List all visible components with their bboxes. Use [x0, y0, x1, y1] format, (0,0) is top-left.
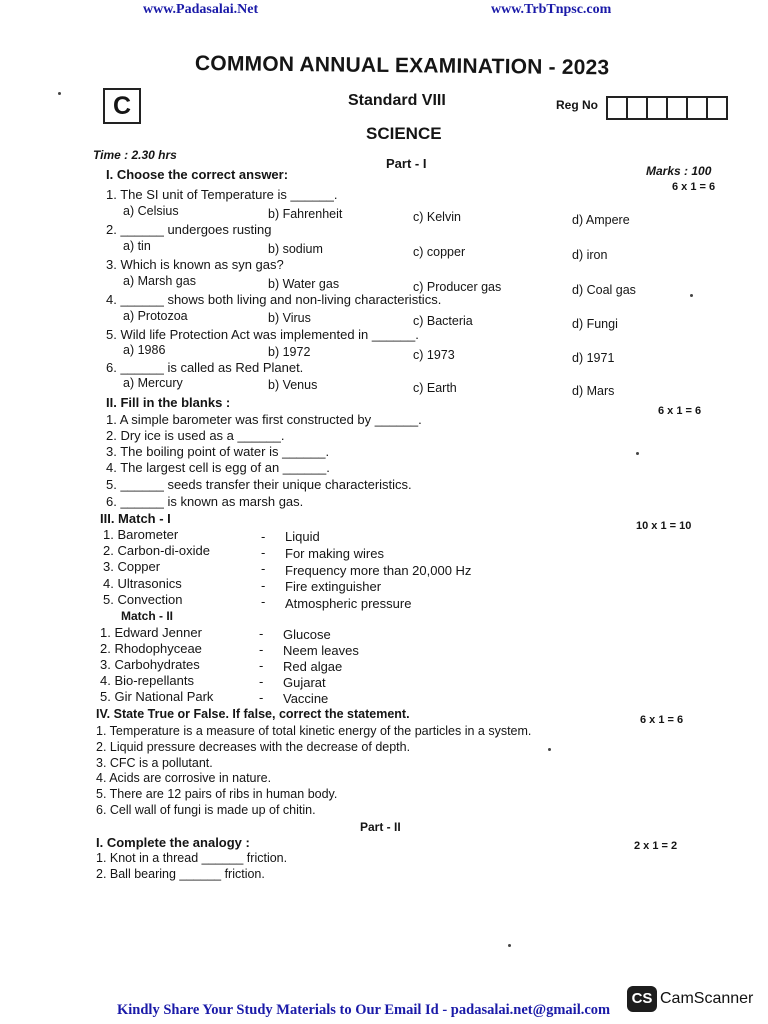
mcq-stem: 1. The SI unit of Temperature is ______.: [106, 187, 338, 202]
mcq-option: d) iron: [572, 248, 608, 262]
match-dash: -: [259, 674, 264, 689]
section2-heading: II. Fill in the blanks :: [106, 395, 231, 410]
scan-speck: [58, 92, 61, 95]
mcq-option: c) Earth: [413, 381, 457, 395]
match-left: 4. Bio-repellants: [100, 673, 194, 688]
mcq-option: c) Kelvin: [413, 210, 461, 224]
match-left: 1. Edward Jenner: [100, 625, 202, 640]
mcq-option: b) 1972: [268, 345, 311, 359]
fill-blank-item: 5. ______ seeds transfer their unique characteristics.: [106, 477, 412, 492]
set-code-box: C: [103, 88, 141, 124]
scan-speck: [690, 294, 693, 297]
match-left: 4. Ultrasonics: [103, 576, 182, 591]
scan-speck: [548, 748, 551, 751]
reg-box: [646, 96, 668, 120]
footer-email-note: Kindly Share Your Study Materials to Our Email Id - padasalai.net@gmail.com: [117, 1002, 611, 1018]
mcq-option: b) Venus: [268, 378, 318, 392]
mcq-stem: 5. Wild life Protection Act was implemented in ______.: [106, 327, 419, 342]
match-left: 1. Barometer: [103, 527, 179, 542]
mcq-option: c) Bacteria: [413, 314, 473, 328]
exam-title: COMMON ANNUAL EXAMINATION - 2023: [194, 52, 610, 80]
true-false-item: 5. There are 12 pairs of ribs in human body.: [96, 787, 338, 801]
match-left: 2. Rhodophyceae: [100, 641, 202, 656]
mcq-option: c) 1973: [413, 348, 455, 362]
subject-title: SCIENCE: [366, 124, 442, 143]
match-right: Gujarat: [283, 675, 326, 690]
analogy-item: 1. Knot in a thread ______ friction.: [96, 851, 288, 865]
match-right: Fire extinguisher: [285, 579, 382, 594]
mcq-option: b) Water gas: [268, 277, 340, 291]
time-label: Time : 2.30 hrs: [93, 148, 177, 162]
padasalai-link[interactable]: www.Padasalai.Net: [143, 2, 259, 17]
section2-score: 6 x 1 = 6: [658, 405, 702, 417]
true-false-item: 3. CFC is a pollutant.: [96, 756, 213, 770]
mcq-option: d) Fungi: [572, 317, 618, 331]
reg-box: [706, 96, 728, 120]
section3-heading: III. Match - I: [100, 511, 171, 526]
true-false-item: 2. Liquid pressure decreases with the decrease of depth.: [96, 740, 411, 754]
trbtnpsc-link[interactable]: www.TrbTnpsc.com: [491, 2, 612, 17]
match-right: Neem leaves: [283, 643, 359, 658]
mcq-option: d) Mars: [572, 384, 615, 398]
mcq-option: d) 1971: [572, 351, 615, 365]
mcq-option: c) Producer gas: [413, 280, 502, 294]
match-dash: -: [261, 545, 266, 560]
match-right: Atmospheric pressure: [285, 596, 412, 611]
match-right: Red algae: [283, 659, 343, 674]
reg-no-label: Reg No: [556, 98, 598, 112]
true-false-item: 1. Temperature is a measure of total kinetic energy of the particles in a system.: [96, 724, 532, 738]
mcq-stem: 4. ______ shows both living and non-living characteristics.: [106, 292, 442, 307]
camscanner-label: CamScanner: [660, 990, 754, 1007]
mcq-option: a) Marsh gas: [123, 274, 196, 288]
true-false-item: 4. Acids are corrosive in nature.: [96, 771, 272, 785]
match-left: 3. Carbohydrates: [100, 657, 200, 672]
fill-blank-item: 1. A simple barometer was first constructed by ______.: [106, 412, 422, 427]
scan-speck: [636, 452, 639, 455]
section4-heading: IV. State True or False. If false, correct the statement.: [96, 707, 410, 721]
mcq-option: b) sodium: [268, 242, 323, 256]
part-one-label: Part - I: [386, 156, 427, 171]
part2-heading: I. Complete the analogy :: [96, 835, 250, 850]
standard-label: Standard VIII: [348, 92, 446, 109]
match-right: Liquid: [285, 529, 320, 544]
reg-box: [686, 96, 708, 120]
match-dash: -: [259, 626, 264, 641]
mcq-option: b) Virus: [268, 311, 311, 325]
mcq-option: a) Protozoa: [123, 309, 188, 323]
fill-blank-item: 4. The largest cell is egg of an ______.: [106, 460, 330, 475]
mcq-stem: 6. ______ is called as Red Planet.: [106, 360, 304, 375]
section1-score: 6 x 1 = 6: [672, 181, 716, 193]
match-dash: -: [259, 658, 264, 673]
part2-score: 2 x 1 = 2: [634, 840, 678, 852]
reg-box: [606, 96, 628, 120]
scan-speck: [508, 944, 511, 947]
true-false-item: 6. Cell wall of fungi is made up of chitin.: [96, 803, 316, 817]
fill-blank-item: 2. Dry ice is used as a ______.: [106, 428, 285, 443]
mcq-option: d) Ampere: [572, 213, 630, 227]
mcq-stem: 2. ______ undergoes rusting: [106, 222, 272, 237]
fill-blank-item: 3. The boiling point of water is ______.: [106, 444, 330, 459]
match-dash: -: [261, 529, 266, 544]
match-right: Vaccine: [283, 691, 329, 706]
reg-no-boxes: [608, 96, 728, 120]
mcq-option: d) Coal gas: [572, 283, 636, 297]
part-two-label: Part - II: [360, 820, 401, 834]
mcq-option: a) tin: [123, 239, 151, 253]
analogy-item: 2. Ball bearing ______ friction.: [96, 867, 265, 881]
match-right: For making wires: [285, 546, 384, 561]
match-left: 5. Convection: [103, 592, 183, 607]
reg-box: [666, 96, 688, 120]
reg-box: [626, 96, 648, 120]
match-dash: -: [259, 690, 264, 705]
match2-heading: Match - II: [121, 609, 174, 623]
section4-score: 6 x 1 = 6: [640, 714, 684, 726]
match-left: 2. Carbon-di-oxide: [103, 543, 210, 558]
mcq-option: a) Celsius: [123, 204, 179, 218]
mcq-option: a) Mercury: [123, 376, 183, 390]
match-dash: -: [261, 561, 266, 576]
mcq-option: c) copper: [413, 245, 466, 259]
mcq-stem: 3. Which is known as syn gas?: [106, 257, 284, 272]
mcq-option: b) Fahrenheit: [268, 207, 343, 221]
match-left: 5. Gir National Park: [100, 689, 214, 704]
match-dash: -: [261, 578, 266, 593]
camscanner-logo: CS: [627, 986, 657, 1012]
match-right: Frequency more than 20,000 Hz: [285, 563, 472, 578]
fill-blank-item: 6. ______ is known as marsh gas.: [106, 494, 304, 509]
match-dash: -: [261, 594, 266, 609]
marks-label: Marks : 100: [646, 164, 712, 178]
mcq-option: a) 1986: [123, 343, 166, 357]
match-right: Glucose: [283, 627, 331, 642]
section1-heading: I. Choose the correct answer:: [106, 167, 289, 182]
section3-score: 10 x 1 = 10: [636, 520, 692, 532]
match-dash: -: [259, 642, 264, 657]
match-left: 3. Copper: [103, 559, 161, 574]
